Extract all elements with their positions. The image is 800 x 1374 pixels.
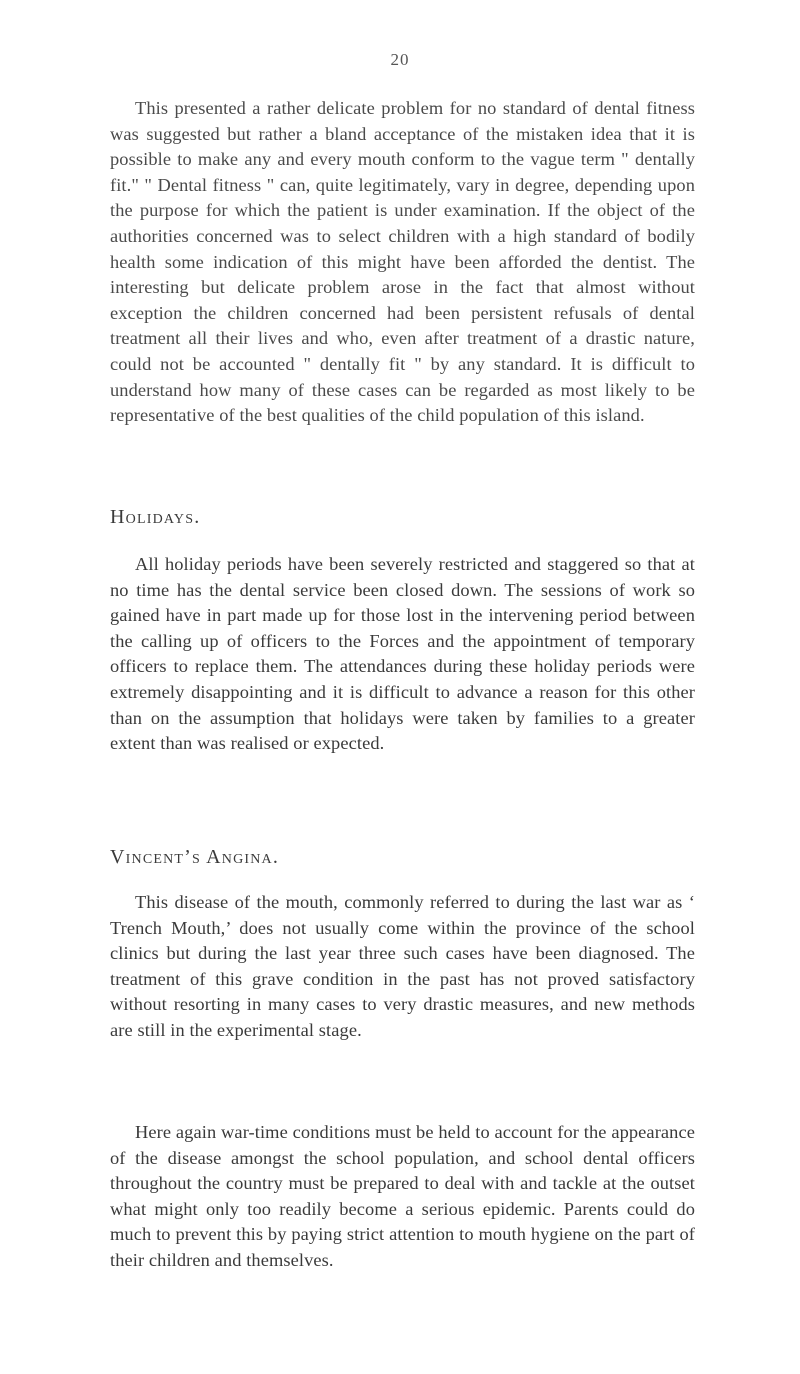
section-heading-holidays: Holidays. (110, 506, 201, 528)
paragraph-vincents-angina: This disease of the mouth, commonly referred to during the last war as ‘ Trench Mouth,’ does not usually come within the province of the school clinics but during the last year three such cases have been diagnosed. The treatment of this grave condition in the past has not proved satisfactory without resorting in many cases to very drastic measures, and new methods are still in the experimental stage. (110, 892, 695, 1040)
paragraph-war-time-conditions: Here again war-time conditions must be held to account for the appearance of the disease amongst the school population, and school dental officers throughout the country must be prepared to deal with and tackle at the outset what might only too readily become a serious epidemic. Parents could do much to prevent this by paying strict attention to mouth hygiene on the part of their children and themselves. (110, 1122, 695, 1270)
paragraph-holidays: All holiday periods have been severely restricted and staggered so that at no time has the dental service been closed down. The sessions of work so gained have in part made up for those lost in the intervening period between the calling up of officers to the Forces and the appointment of temporary officers to replace them. The attendances during these holiday periods were extremely disappointing and it is difficult to advance a reason for this other than on the assumption that holidays were taken by families to a greater extent than was realised or expected. (110, 554, 695, 754)
section-heading-vincents-angina: Vincent’s Angina. (110, 846, 280, 868)
paragraph-dental-fitness: This presented a rather delicate problem for no standard of dental fitness was suggested but rather a bland acceptance of the mistaken idea that it is possible to make any and every mouth conform to the vague term " dentally fit." " Dental fitness " can, quite legitimately, vary in degree, depending upon the purpose for which the patient is under examination. If the object of the authorities concerned was to select children with a high standard of bodily health some indication of this might have been afforded the dentist. The interesting but delicate problem arose in the fact that almost without exception the children concerned had been persistent refusals of dental treatment all their lives and who, even after treatment of a drastic nature, could not be accounted " dentally fit " by any standard. It is difficult to understand how many of these cases can be regarded as most likely to be representative of the best qualities of the child population of this island. (110, 98, 695, 426)
page-number: 20 (390, 50, 410, 69)
